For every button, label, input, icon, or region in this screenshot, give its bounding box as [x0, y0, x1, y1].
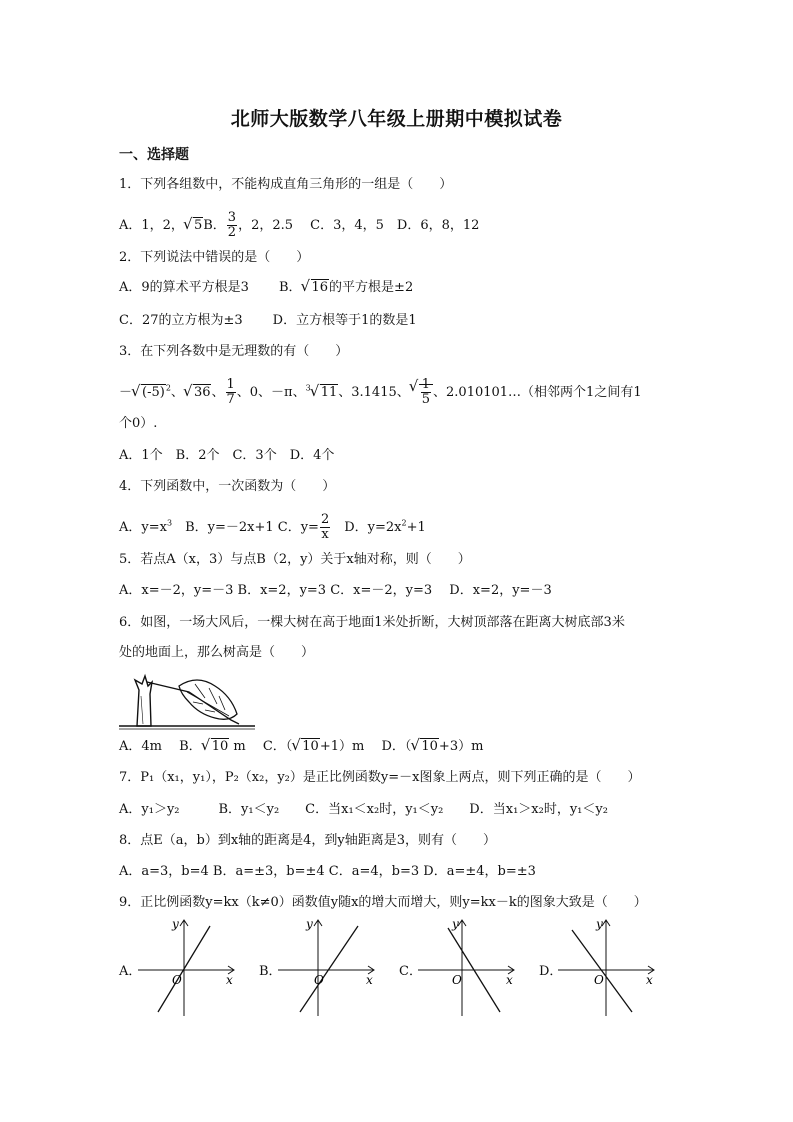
q3-n5-index: 3: [305, 383, 311, 393]
question-6-options: [119, 737, 483, 757]
question-6-stem-line1: 6．如图，一场大风后，一棵大树在高于地面1米处折断，大树顶部落在距离大树底部3米: [119, 615, 625, 630]
q2-option-b-label: B．: [278, 280, 302, 295]
q9-graph-c: [418, 916, 518, 1016]
q4-c-den: x: [321, 527, 329, 542]
q3-sep-2: 、: [211, 385, 225, 400]
question-6-stem-line2: 处的地面上，那么树高是（ ）: [119, 645, 315, 660]
question-2-options-ab: [119, 278, 413, 298]
question-9-stem: 9．正比例函数y=kx（k≠0）函数值y随x的增大而增大，则y=kx－k的图象大致是（ ）: [119, 895, 647, 910]
origin-label: O: [594, 973, 604, 987]
q9-label-b: B．: [259, 964, 282, 979]
q6-b-sqrt: [202, 737, 230, 757]
question-4-options: [119, 513, 426, 542]
q9-label-a: A．: [119, 964, 142, 979]
trunk-grain: [141, 696, 143, 724]
q4-option-bc: B．y=－2x+1 C．y=: [172, 520, 319, 535]
q9-label-c: C．: [399, 964, 422, 979]
q3-n4: 、0、－π、: [236, 385, 306, 400]
q3-n1-radicand: (-5): [142, 385, 165, 400]
q1-option-a-text: A．1，2，: [119, 218, 184, 233]
y-axis-label: y: [452, 917, 459, 931]
q3-n5-radicand: 11: [320, 385, 338, 400]
q3-n3-fraction: [226, 378, 236, 407]
q3-n2-radicand: 36: [193, 385, 211, 400]
x-axis-label: x: [366, 973, 373, 987]
q2-option-b-rest: 的平方根是±2: [329, 280, 414, 295]
question-4-stem: 4．下列函数中，一次函数为（ ）: [119, 479, 336, 494]
broken-tree-figure: [119, 668, 259, 730]
x-axis-label: x: [646, 973, 653, 987]
question-5-options: A．x=－2，y=－3 B．x=2，y=3 C．x=－2，y=3 D．x=2，y=－3: [119, 583, 552, 598]
q1-fraction: [227, 211, 237, 240]
question-2-stem: 2．下列说法中错误的是（ ）: [119, 250, 310, 265]
q4-d-exponent: 2: [401, 518, 407, 528]
q2-option-c: C．27的立方根为±3: [119, 313, 243, 328]
graph-line: [572, 930, 632, 1012]
q9-label-d: D．: [539, 964, 563, 979]
question-8-stem: 8．点E（a，b）到x轴的距离是4，到y轴距离是3，则有（ ）: [119, 833, 497, 848]
origin-label: O: [452, 973, 462, 987]
q3-n5-cbrt: [311, 383, 339, 403]
q6-d-sqrt: [411, 737, 439, 757]
page-title: 北师大版数学八年级上册期中模拟试卷: [230, 108, 563, 130]
q3-sep-1: 、: [170, 385, 184, 400]
q6-c-sqrt: [292, 737, 320, 757]
q1-option-b-label: B．: [203, 218, 226, 233]
q3-n7-num: √ 1: [421, 377, 431, 392]
question-1-options: [119, 211, 479, 240]
q6-c-tail: +1）m D．（: [319, 739, 412, 754]
q4-d-tail: +1: [406, 520, 426, 535]
q1-sqrt-radicand: 5: [193, 218, 203, 233]
q9-graph-a: [138, 916, 238, 1016]
q3-n8: 、2.010101…（相邻两个1之间有1: [433, 385, 642, 400]
origin-label: O: [314, 973, 324, 987]
q9-graph-b: [278, 916, 378, 1016]
x-axis-label: x: [506, 973, 513, 987]
q3-n3-den: 7: [226, 392, 235, 407]
q3-n1-exponent: 2: [165, 383, 171, 393]
q3-n2-sqrt: [184, 383, 212, 403]
graph-line: [300, 926, 358, 1012]
q6-d-tail: +3）m: [438, 739, 484, 754]
q4-c-fraction: [320, 513, 330, 542]
q4-a-exponent: 3: [166, 518, 173, 528]
y-axis-label: y: [306, 917, 313, 931]
q3-n6: 、3.1415、: [338, 385, 410, 400]
section-heading: 一、选择题: [119, 147, 189, 163]
x-axis-label: x: [226, 973, 233, 987]
question-1-stem: 1．下列各组数中，不能构成直角三角形的一组是（ ）: [119, 177, 453, 192]
q1-fraction-num: 3: [227, 210, 237, 225]
q6-b-unit: m C．（: [229, 739, 293, 754]
q2-sqrt-radicand: 16: [311, 280, 329, 295]
q6-option-ab: A．4m B．: [119, 739, 202, 754]
q1-sqrt: [184, 216, 203, 236]
question-3-options: A．1个 B．2个 C．3个 D．4个: [119, 448, 335, 463]
q4-option-d: D．y=2x: [331, 520, 402, 535]
q9-graph-d: [558, 916, 658, 1016]
q3-n7-fraction: [421, 378, 431, 407]
y-axis-label: y: [596, 917, 603, 931]
q2-option-d: D．立方根等于1的数是1: [272, 313, 417, 328]
q4-c-num: 2: [320, 512, 330, 527]
q1-option-rest: ，2，2.5 C．3，4，5 D．6，8，12: [238, 218, 480, 233]
question-3-continuation: 个0）.: [119, 416, 158, 431]
q3-n1-sign: －: [119, 385, 133, 400]
question-8-options: A．a=3，b=4 B．a=±3，b=±4 C．a=4，b=3 D．a=±4，b=±3: [119, 864, 536, 879]
question-3-stem: 3．在下列各数中是无理数的有（ ）: [119, 344, 349, 359]
tree-crown: [179, 680, 237, 719]
q6-d-radicand: 10: [421, 739, 438, 754]
question-5-stem: 5．若点A（x，3）与点B（2，y）关于x轴对称，则（ ）: [119, 552, 471, 567]
q6-c-radicand: 10: [302, 739, 319, 754]
question-2-options-cd: [119, 311, 417, 331]
y-axis-label: y: [172, 917, 179, 931]
question-7-stem: 7．P₁（x₁，y₁），P₂（x₂，y₂）是正比例函数y=－x图象上两点，则下列正确的是（ ）: [119, 770, 641, 785]
q3-n7-sqrt: [410, 378, 433, 407]
q1-fraction-den: 2: [227, 225, 237, 240]
crown-veins: [187, 684, 229, 716]
question-7-options: A．y₁＞y₂ B．y₁＜y₂ C．当x₁＜x₂时，y₁＜y₂ D．当x₁＞x₂时，y₁＜y₂: [119, 802, 608, 817]
q6-b-radicand: 10: [211, 739, 229, 754]
question-3-numbers: [119, 378, 642, 407]
q2-sqrt: [302, 278, 330, 298]
q4-option-a: A．y=x: [119, 520, 167, 535]
q3-n3-num: 1: [226, 377, 235, 392]
origin-label: O: [172, 973, 182, 987]
tree-trunk: [135, 676, 152, 726]
q3-n7-den: 5: [421, 392, 431, 407]
q3-n1-sqrt: [132, 383, 166, 403]
broken-stem: [147, 682, 239, 724]
q2-option-a: A．9的算术平方根是3: [119, 280, 249, 295]
